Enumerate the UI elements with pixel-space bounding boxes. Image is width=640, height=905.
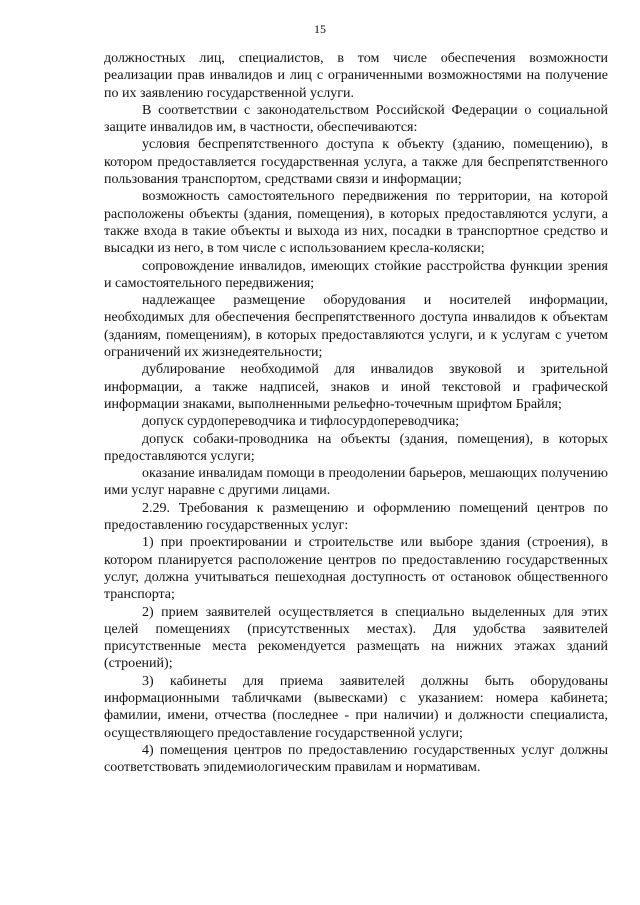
requirement-item-2: 2) прием заявителей осуществляется в специально выделенных для этих целей помещениях (присутственных местах). Для удобства заявителей присутственные места рекомендуется размещать на нижних этажах зданий (строений); [104, 604, 608, 672]
requirement-item-3: 3) кабинеты для приема заявителей должны быть оборудованы информационными табличками (вывесками) с указанием: номера кабинета; фамилии, имени, отчества (последнее - при наличии) и должности специалиста, осуществляющего предоставление государственной услуги; [104, 673, 608, 741]
requirement-item-1: 1) при проектировании и строительстве или выборе здания (строения), в котором планируется расположение центров по предоставлению государственных услуг, должна учитываться пешеходная доступность от остановок общественного транспорта; [104, 535, 608, 603]
list-item-independent-movement: возможность самостоятельного передвижения по территории, на которой расположены объекты (здания, помещения), в которых предоставляются услуги, а также входа в такие объекты и выхода из них, посадки в транспортное средство и высадки из него, в том числе с использованием кресла-коляски; [104, 189, 608, 257]
list-item-barrier-assistance: оказание инвалидам помощи в преодолении барьеров, мешающих получению ими услуг наравне с другими лицами. [104, 466, 608, 499]
list-item-guide-dog: допуск собаки-проводника на объекты (здания, помещения), в которых предоставляются услуги; [104, 431, 608, 464]
body-text [104, 50, 608, 776]
requirement-item-4: 4) помещения центров по предоставлению государственных услуг должны соответствовать эпидемиологическим правилам и нормативам. [104, 742, 608, 776]
list-item-sign-interpreter: допуск сурдопереводчика и тифлосурдопереводчика; [142, 414, 460, 430]
list-item-escort: сопровождение инвалидов, имеющих стойкие расстройства функции зрения и самостоятельного передвижения; [104, 258, 608, 291]
page-number: 15 [314, 22, 326, 36]
list-item-equipment-placement: надлежащее размещение оборудования и носителей информации, необходимых для обеспечения беспрепятственного доступа инвалидов к объектам (зданиям, помещениям), в которых предоставляются услуги, и к услугам с учетом ограничений их жизнедеятельности; [104, 293, 608, 361]
section-heading-2-29: 2.29. Требования к размещению и оформлению помещений центров по предоставлению государственных услуг: [104, 500, 608, 534]
paragraph-legislation-intro: В соответствии с законодательством Российской Федерации о социальной защите инвалидов им, в частности, обеспечиваются: [104, 102, 608, 136]
list-item-access-conditions: условия беспрепятственного доступа к объекту (зданию, помещению), в котором предоставляется государственная услуга, а также для беспрепятственного пользования транспортом, средствами связи и информации; [104, 137, 608, 188]
list-item-braille-duplication: дублирование необходимой для инвалидов звуковой и зрительной информации, а также надписей, знаков и иной текстовой и графической информации знаками, выполненными рельефно-точечным шрифтом Брайля; [104, 362, 608, 412]
paragraph-continuation: должностных лиц, специалистов, в том числе обеспечения возможности реализации прав инвалидов и лиц с ограниченными возможностями на получение по их заявлению государственной услуги. [104, 51, 608, 101]
